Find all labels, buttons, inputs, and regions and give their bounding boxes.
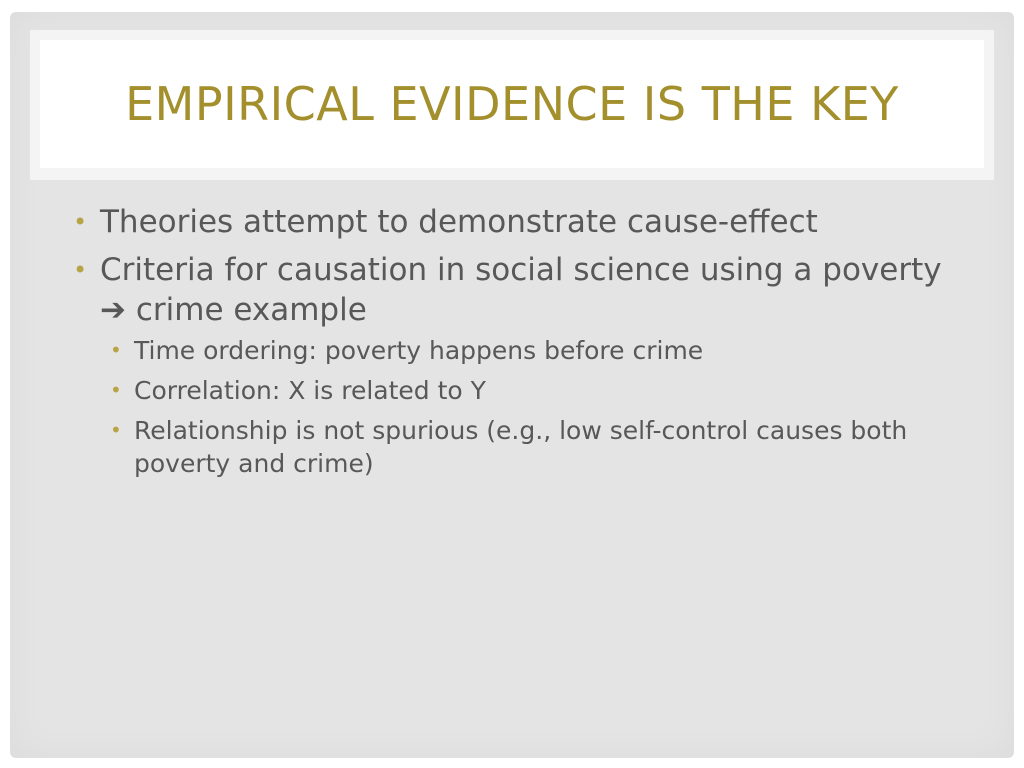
sub-bullet-item [104, 414, 970, 480]
slide-content [70, 202, 970, 488]
bullet-icon: • [110, 378, 122, 402]
bullet-icon: • [73, 256, 88, 284]
bullet-text-continued: crime example [125, 292, 367, 328]
bullet-list [70, 202, 970, 480]
bullet-icon: • [110, 418, 122, 442]
title-band [30, 30, 994, 180]
sub-bullet-item [104, 334, 970, 367]
arrow-right-icon: ➔ [100, 292, 126, 328]
slide [10, 12, 1014, 758]
bullet-item [70, 202, 970, 242]
bullet-text: Criteria for causation in social science using a poverty [100, 252, 942, 288]
sub-bullet-text: Correlation: X is related to Y [134, 376, 486, 405]
title-box [40, 40, 984, 168]
bullet-item [70, 250, 970, 480]
bullet-icon: • [73, 208, 88, 236]
sub-bullet-text: Time ordering: poverty happens before crime [134, 336, 704, 365]
sub-bullet-item [104, 374, 970, 407]
slide-title: EMPIRICAL EVIDENCE IS THE KEY [125, 77, 899, 131]
bullet-icon: • [110, 338, 122, 362]
sub-bullet-list [104, 334, 970, 480]
sub-bullet-text: Relationship is not spurious (e.g., low self-control causes both poverty and crime) [134, 416, 908, 478]
bullet-text: Theories attempt to demonstrate cause-effect [100, 204, 818, 240]
